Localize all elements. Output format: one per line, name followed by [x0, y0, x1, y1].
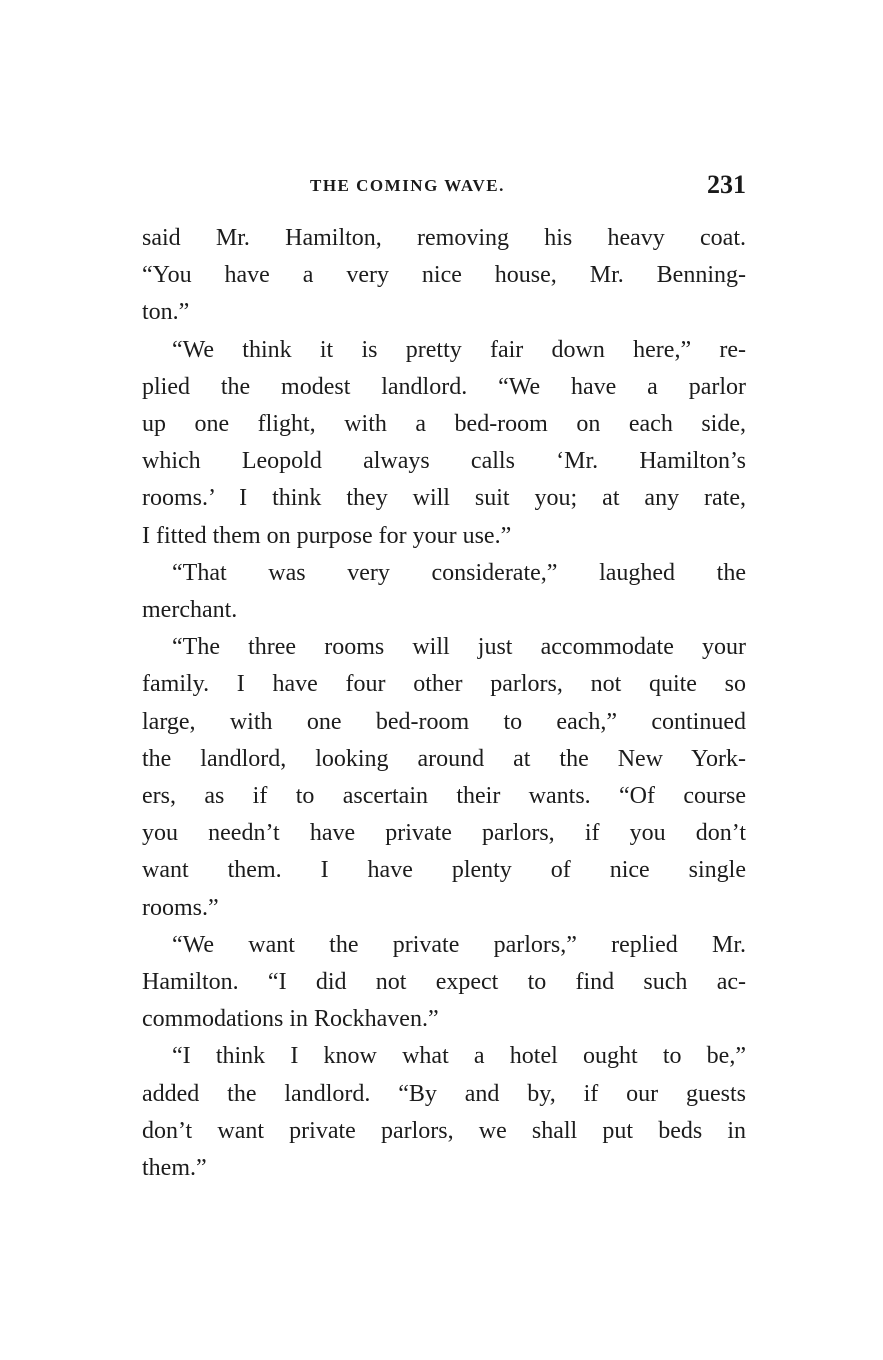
text-line: you needn’t have private parlors, if you don’t [142, 820, 746, 847]
text-line: “We think it is pretty fair down here,” re- [172, 336, 746, 363]
paragraph-3 [142, 555, 746, 629]
page-number: 231 [707, 170, 746, 199]
text-line: large, with one bed-room to each,” continued [142, 708, 746, 735]
text-line: the landlord, looking around at the New York- [142, 745, 746, 772]
paragraph-5 [142, 927, 746, 1039]
text-line: I fitted them on purpose for your use.” [142, 522, 512, 549]
paragraph-4 [142, 629, 746, 927]
text-line: “That was very considerate,” laughed the [172, 559, 746, 586]
text-line: rooms.” [142, 894, 219, 921]
text-line: family. I have four other parlors, not quite so [142, 671, 746, 698]
running-head [142, 170, 746, 202]
paragraph-6 [142, 1038, 746, 1187]
text-line: ers, as if to ascertain their wants. “Of course [142, 783, 746, 810]
text-line: don’t want private parlors, we shall put beds in [142, 1117, 746, 1144]
text-line: “You have a very nice house, Mr. Benning- [142, 262, 746, 289]
paragraph-2 [142, 332, 746, 555]
text-line: Hamilton. “I did not expect to find such ac- [142, 969, 746, 996]
text-line: commodations in Rockhaven.” [142, 1006, 439, 1033]
text-line: “I think I know what a hotel ought to be,” [172, 1043, 746, 1070]
text-line: them.” [142, 1155, 207, 1182]
text-line: want them. I have plenty of nice single [142, 857, 746, 884]
text-line: which Leopold always calls ‘Mr. Hamilton’s [142, 448, 746, 475]
text-line: plied the modest landlord. “We have a parlor [142, 373, 746, 400]
body-text [142, 220, 746, 1187]
running-title: THE COMING WAVE. [310, 176, 505, 195]
text-line: rooms.’ I think they will suit you; at any rate, [142, 485, 746, 512]
text-line: merchant. [142, 597, 238, 624]
text-line: ton.” [142, 299, 190, 326]
text-line: said Mr. Hamilton, removing his heavy coat. [142, 225, 746, 251]
text-line: up one flight, with a bed-room on each side, [142, 411, 746, 438]
text-line: “We want the private parlors,” replied Mr. [172, 931, 746, 958]
text-line: “The three rooms will just accommodate your [172, 634, 746, 661]
paragraph-1 [142, 220, 746, 332]
text-line: added the landlord. “By and by, if our guests [142, 1080, 746, 1107]
